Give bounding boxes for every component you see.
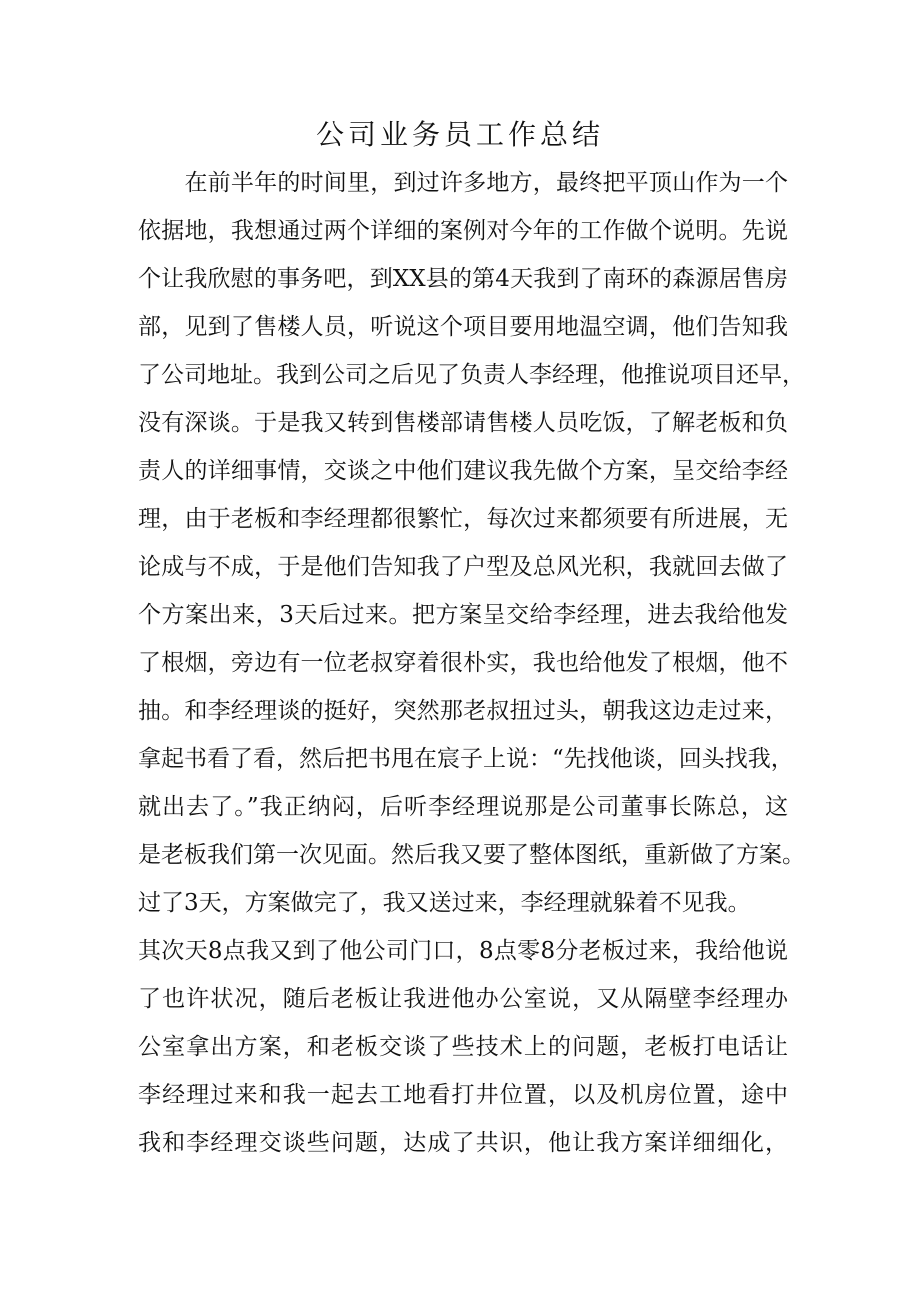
body-line: 部，见到了售楼人员，听说这个项目要用地温空调，他们告知我 xyxy=(138,314,788,340)
body-line: 个让我欣慰的事务吧，到XX县的第4天我到了南环的森源居售房 xyxy=(138,266,788,292)
body-line: 在前半年的时间里，到过许多地方，最终把平顶山作为一个 xyxy=(138,170,788,196)
body-line: 其次天8点我又到了他公司门口，8点零8分老板过来，我给他说 xyxy=(138,938,788,964)
body-line: 是老板我们第一次见面。然后我又要了整体图纸，重新做了方案。 xyxy=(138,842,805,868)
body-line: 公室拿出方案，和老板交谈了些技术上的问题，老板打电话让 xyxy=(138,1034,788,1060)
body-line: 抽。和李经理谈的挺好，突然那老叔扭过头，朝我这边走过来， xyxy=(138,698,788,724)
body-line: 了也许状况，随后老板让我进他办公室说，又从隔壁李经理办 xyxy=(138,986,788,1012)
document-title: 公司业务员工作总结 xyxy=(315,118,604,151)
body-line: 我和李经理交谈些问题，达成了共识，他让我方案详细细化， xyxy=(138,1130,788,1156)
body-line: 依据地，我想通过两个详细的案例对今年的工作做个说明。先说 xyxy=(138,218,788,244)
body-line: 了根烟，旁边有一位老叔穿着很朴实，我也给他发了根烟，他不 xyxy=(138,650,788,676)
body-line: 责人的详细事情，交谈之中他们建议我先做个方案，呈交给李经 xyxy=(138,458,788,484)
body-line: 李经理过来和我一起去工地看打井位置，以及机房位置，途中 xyxy=(138,1082,788,1108)
body-line: 论成与不成，于是他们告知我了户型及总风光积，我就回去做了 xyxy=(138,554,788,580)
body-line: 理，由于老板和李经理都很繁忙，每次过来都须要有所进展，无 xyxy=(138,506,788,532)
body-line: 个方案出来，3天后过来。把方案呈交给李经理，进去我给他发 xyxy=(138,602,788,628)
body-line: 拿起书看了看，然后把书甩在宸子上说：“先找他谈，回头找我， xyxy=(138,746,794,772)
body-line: 就出去了。”我正纳闷，后听李经理说那是公司董事长陈总，这 xyxy=(138,794,788,820)
body-line: 没有深谈。于是我又转到售楼部请售楼人员吃饭，了解老板和负 xyxy=(138,410,788,436)
body-line: 了公司地址。我到公司之后见了负责人李经理，他推说项目还早， xyxy=(138,362,805,388)
body-line: 过了3天，方案做完了，我又送过来，李经理就躲着不见我。 xyxy=(138,890,751,916)
